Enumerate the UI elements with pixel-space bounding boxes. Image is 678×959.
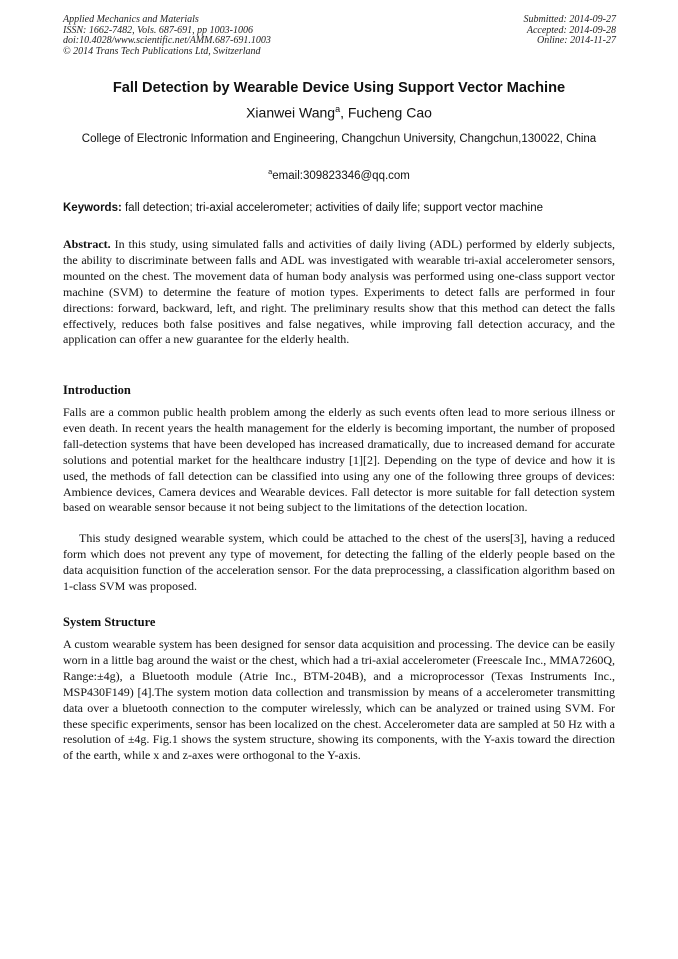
- online-date: Online: 2014-11-27: [537, 35, 616, 47]
- copyright-line: © 2014 Trans Tech Publications Ltd, Switzerland: [63, 45, 261, 57]
- author-email: [63, 167, 615, 182]
- abstract-label: Abstract.: [63, 237, 111, 251]
- section-heading-system-structure: System Structure: [63, 615, 156, 629]
- author-list: [63, 104, 615, 121]
- author-first-superscript: a: [335, 104, 341, 114]
- abstract: [63, 237, 615, 348]
- paper-title: Fall Detection by Wearable Device Using Support Vector Machine: [112, 80, 566, 96]
- abstract-text: In this study, using simulated falls and activities of daily living (ADL) performed by elderly subjects, the ability to discriminate between falls and ADL was investigated with wearable tri-axial accelerometer sensors, mounted on the chest. The movement data of human body analysis was performed using one-class support vector machine (SVM) to determine the feature of motion types. Experiments to detect falls are performed in four directions: forward, backward, left, and right. The preliminary results show that this method can detect the falls effectively, reduces both false positives and false negatives, while improving fall detection accuracy, and the application can offer a new guarantee for the elderly health.: [63, 237, 615, 347]
- introduction-paragraph-2: This study designed wearable system, which could be attached to the chest of the users[3], having a reduced form which does not prevent any type of movement, for detecting the falling of the elderly people based on the data acquisition function of the acceleration sensor. For the data preprocessing, a classification algorithm based on 1-class SVM was proposed.: [63, 531, 615, 593]
- publication-dates: [524, 15, 617, 47]
- author-rest: , Fucheng Cao: [340, 104, 432, 121]
- publication-info: [63, 15, 271, 57]
- author-first: Xianwei Wang: [246, 104, 336, 121]
- journal-name: Applied Mechanics and Materials: [63, 14, 199, 25]
- keywords-label: Keywords:: [63, 202, 122, 214]
- email-superscript: a: [268, 167, 273, 176]
- accepted-date: Accepted: 2014-09-28: [526, 24, 616, 36]
- system-structure-paragraph: A custom wearable system has been designed for sensor data acquisition and processing. The device can be easily worn in a little bag around the waist or the chest, which had a tri-axial accelerometer (Freescale Inc., MMA7260Q, Range:±4g), a Bluetooth module (Atrie Inc., BTM-204B), and a microprocessor (Texas Instruments Inc., MSP430F149) [4].The system motion data collection and transmission by means of a accelerometer transmitting data over a bluetooth connection to the computer wirelessly, which can be analyzed or trained using SVM. For these specific experiments, sensor has been localized on the chest. Accelerometer data are sampled at 50 Hz with a resolution of ±4g. Fig.1 shows the system structure, showing its components, with the Y-axis toward the direction of the earth, while x and z-axes were orthogonal to the Y-axis.: [63, 637, 615, 763]
- submitted-date: Submitted: 2014-09-27: [523, 14, 616, 25]
- issn-line: ISSN: 1662-7482, Vols. 687-691, pp 1003-1006: [63, 24, 253, 36]
- keywords-text: fall detection; tri-axial accelerometer; activities of daily life; support vector machine: [121, 202, 544, 214]
- doi-line: doi:10.4028/www.scientific.net/AMM.687-691.1003: [63, 35, 271, 47]
- keywords: [63, 202, 615, 214]
- email-text: email:309823346@qq.com: [272, 169, 410, 182]
- section-heading-introduction: Introduction: [63, 383, 131, 397]
- affiliation: College of Electronic Information and Engineering, Changchun University, Changchun,130022, China: [81, 133, 597, 145]
- introduction-paragraph-1: Falls are a common public health problem among the elderly as such events often lead to more serious illness or even death. In recent years the health management for the elderly is becoming important, the number of proposed fall-detection systems that have been developed has increased dramatically, due to increased demand for accurate solutions and potential market for the healthcare industry [1][2]. Depending on the type of device and how it is used, the methods of fall detection can be classified into using any one of the following three groups of devices: Ambience devices, Camera devices and Wearable devices. Fall detector is more suitable for fall detection system based on wearable sensor because it not being subject to the limitations of the detection location.: [63, 405, 615, 515]
